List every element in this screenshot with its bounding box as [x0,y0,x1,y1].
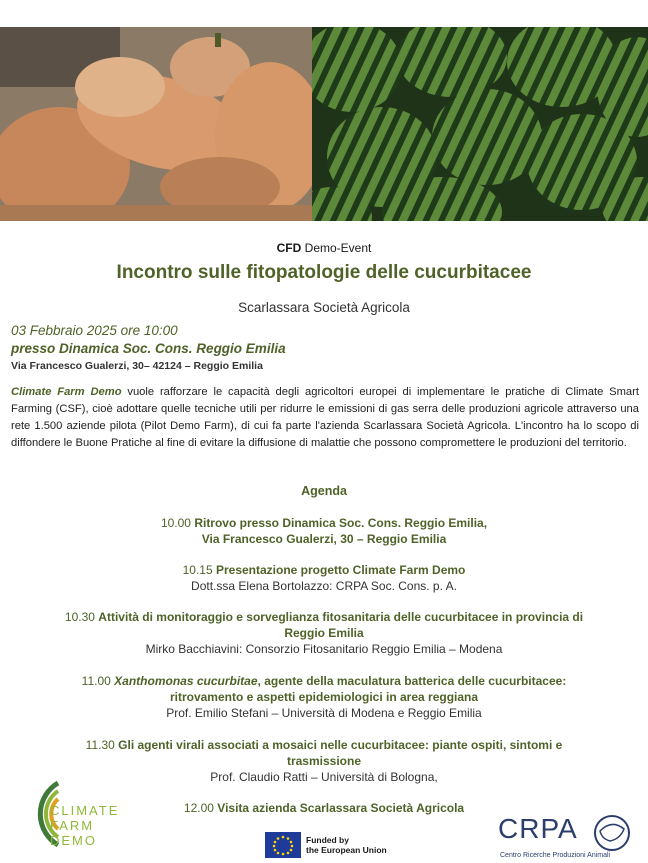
agenda-item-1130 [0,737,648,785]
agenda-time: 11.30 [85,738,119,752]
agenda-time: 10.30 [64,610,99,624]
agenda-title-cont: trasmissione [286,754,362,768]
agenda-item-1030 [0,609,648,657]
agenda-time: 10.00 [160,516,195,530]
event-address: Via Francesco Gualerzi, 30– 42124 – Reggio Emilia [11,360,263,372]
logo-text-3: DEMO [50,833,97,848]
agenda-title: Presentazione progetto Climate Farm Demo [215,563,466,577]
logo-text-1: CLIMATE [50,803,120,818]
intro-lead: Climate Farm Demo [11,386,122,398]
crpa-animal-icon [592,813,632,853]
intro-paragraph [11,384,639,452]
agenda-item-1000 [0,515,648,547]
agenda-item-1100 [0,673,648,721]
event-label [0,241,648,255]
agenda-item-1015 [0,562,648,594]
watermelons-photo [312,27,648,221]
agenda-title-cont: Via Francesco Gualerzi, 30 – Reggio Emilia [201,532,447,546]
agenda-speaker: Prof. Emilio Stefani – Università di Modena e Reggio Emilia [166,706,482,720]
intro-text: vuole rafforzare le capacità degli agricoltori europei di implementare le pratiche di Climate Smart Farming (CSF), cioè adottare quelle tecniche utili per ridurre le emissioni di gas serra delle produzioni agricole attraverso una rete 1.500 aziende pilota (Pilot Demo Farm), di cui fa parte l'azienda Scarlassara Società Agricola. L'incontro ha lo scopo di diffondere le Buone Pratiche al fine di evitare la diffusione di malattie che possono compromettere le produzioni del territorio. [11,386,639,449]
agenda-speaker: Prof. Claudio Ratti – Università di Bologna, [210,770,438,784]
climate-farm-demo-logo [14,779,144,849]
event-label-bold: CFD [276,241,302,255]
agenda-time: 11.00 [81,674,115,688]
farm-name: Scarlassara Società Agricola [238,300,410,315]
eu-flag-icon [265,832,301,858]
eu-text-1: Funded by [306,835,349,845]
eu-text-2: the European Union [306,845,387,855]
event-label-rest: Demo-Event [301,241,372,255]
page-title: Incontro sulle fitopatologie delle cucurbitacee [116,262,532,283]
agenda-title: Attività di monitoraggio e sorveglianza fitosanitaria delle cucurbitacee in provincia di [98,610,584,624]
crpa-logo [498,813,638,861]
agenda-title: Gli agenti virali associati a mosaici nelle cucurbitacee: piante ospiti, sintomi e [118,738,563,752]
event-place: presso Dinamica Soc. Cons. Reggio Emilia [11,341,286,356]
event-date: 03 Febbraio 2025 ore 10:00 [11,323,178,338]
pumpkins-photo [0,27,312,221]
agenda-time: 12.00 [183,801,218,815]
agenda-speaker: Mirko Bacchiavini: Consorzio Fitosanitario Reggio Emilia – Modena [145,642,503,656]
agenda-time: 10.15 [182,563,216,577]
eu-funding-badge [265,832,405,860]
agenda-title: Ritrovo presso Dinamica Soc. Cons. Reggio Emilia, [194,516,488,530]
agenda-title-italic: Xanthomonas cucurbitae [114,674,258,688]
agenda-title-cont: Reggio Emilia [284,626,364,640]
crpa-wordmark: CRPA [498,813,578,844]
agenda-title: , agente della maculatura batterica delle cucurbitacee: [257,674,567,688]
crpa-subtitle: Centro Ricerche Produzioni Animali [500,852,611,859]
agenda-speaker: Dott.ssa Elena Bortolazzo: CRPA Soc. Cons. p. A. [191,579,457,593]
agenda-title: Visita azienda Scarlassara Società Agricola [217,801,465,815]
logo-text-2: FARM [50,818,95,833]
hero-images [0,27,648,221]
agenda-heading: Agenda [301,484,347,498]
agenda-title-cont: ritrovamento e aspetti epidemiologici in area reggiana [169,690,479,704]
